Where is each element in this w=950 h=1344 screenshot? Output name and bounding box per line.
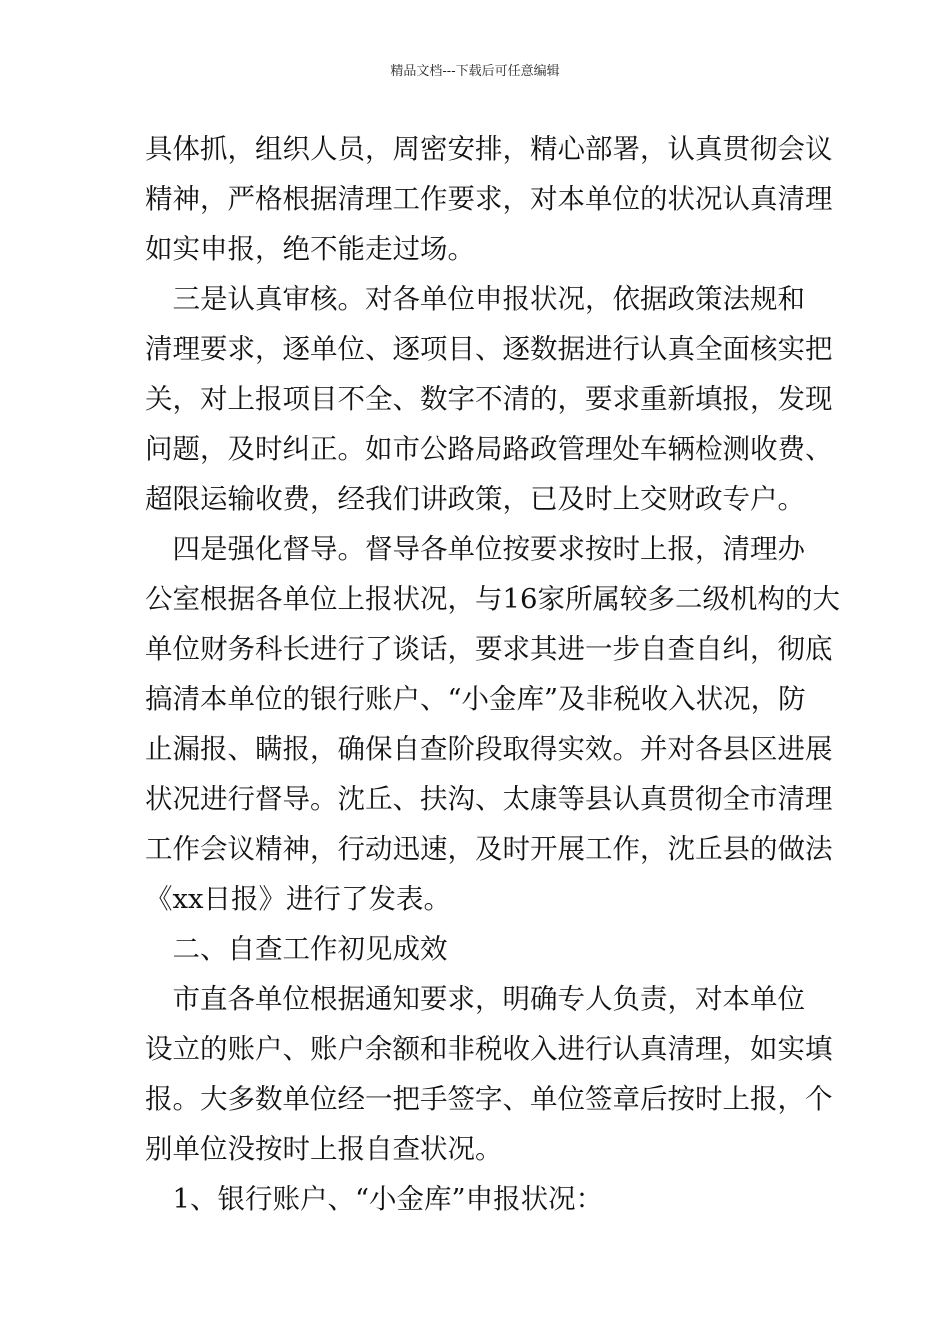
- body-line: 问题，及时纠正。如市公路局路政管理处车辆检测收费、: [145, 433, 833, 465]
- body-line: 工作会议精神，行动迅速，及时开展工作，沈丘县的做法: [145, 833, 833, 865]
- paragraph-start: 四是强化督导。督导各单位按要求按时上报，清理办: [145, 533, 805, 565]
- body-line: 状况进行督导。沈丘、扶沟、太康等县认真贯彻全市清理: [145, 783, 833, 815]
- body-line: 止漏报、瞒报，确保自查阶段取得实效。并对各县区进展: [145, 733, 833, 765]
- body-line: 《xx日报》进行了发表。: [145, 883, 452, 915]
- body-line: 单位财务科长进行了谈话，要求其进一步自查自纠，彻底: [145, 633, 833, 665]
- subsection-heading: 1、银行账户、“小金库”申报状况：: [145, 1183, 604, 1215]
- body-line: 公室根据各单位上报状况，与16家所属较多二级机构的大: [145, 583, 840, 615]
- body-line: 设立的账户、账户余额和非税收入进行认真清理，如实填: [145, 1033, 833, 1065]
- body-line: 清理要求，逐单位、逐项目、逐数据进行认真全面核实把: [145, 333, 833, 365]
- body-line: 精神，严格根据清理工作要求，对本单位的状况认真清理: [145, 183, 833, 215]
- body-line: 别单位没按时上报自查状况。: [145, 1133, 503, 1165]
- paragraph-start: 市直各单位根据通知要求，明确专人负责，对本单位: [145, 983, 805, 1015]
- body-line: 搞清本单位的银行账户、“小金库”及非税收入状况，防: [145, 683, 806, 715]
- body-line: 具体抓，组织人员，周密安排，精心部署，认真贯彻会议: [145, 133, 833, 165]
- body-line: 报。大多数单位经一把手签字、单位签章后按时上报，个: [145, 1083, 833, 1115]
- paragraph-start: 三是认真审核。对各单位申报状况，依据政策法规和: [145, 283, 805, 315]
- body-line: 如实申报，绝不能走过场。: [145, 233, 475, 265]
- body-line: 超限运输收费，经我们讲政策，已及时上交财政专户。: [145, 483, 805, 515]
- section-heading: 二、自查工作初见成效: [145, 933, 448, 965]
- page-header: 精品文档---下载后可任意编辑: [390, 64, 560, 79]
- body-line: 关，对上报项目不全、数字不清的，要求重新填报，发现: [145, 383, 833, 415]
